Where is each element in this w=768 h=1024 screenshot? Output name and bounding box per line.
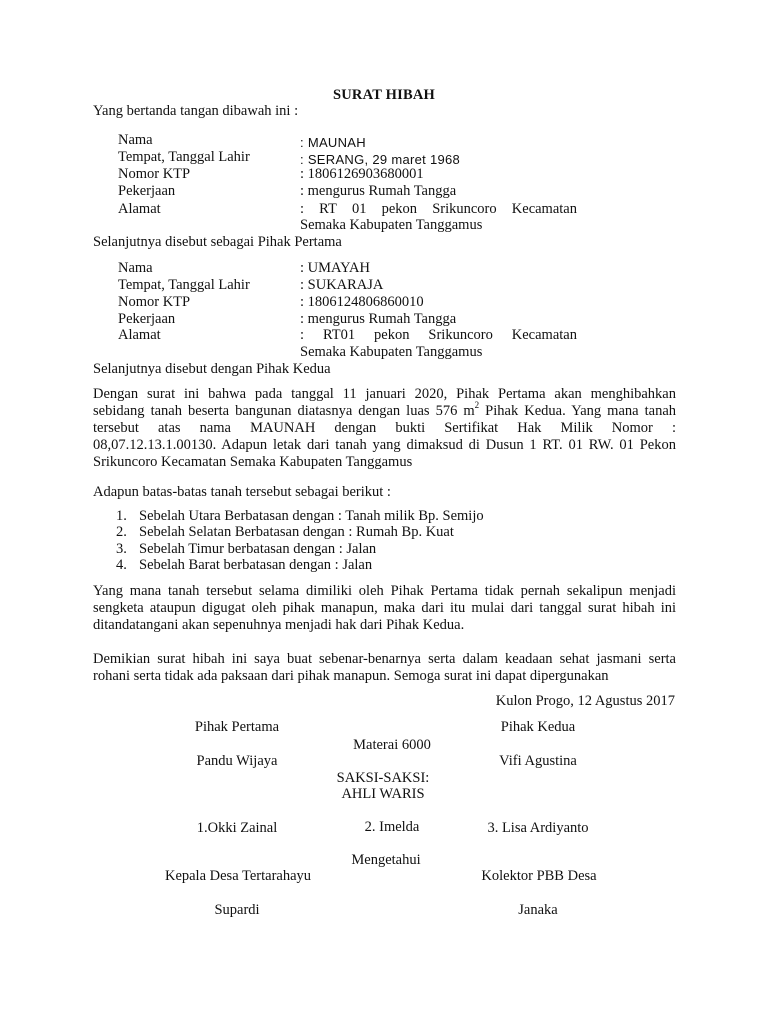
party2-alamat-line2: Semaka Kabupaten Tanggamus [300, 344, 483, 360]
grant-line-3: tersebut atas nama MAUNAH dengan bukti Sertifikat Hak Milik Nomor : [93, 420, 676, 436]
materai-label: Materai 6000 [353, 737, 431, 753]
place-date: Kulon Progo, 12 Agustus 2017 [495, 693, 675, 709]
party2-pekerjaan-value: : mengurus Rumah Tangga [300, 311, 457, 327]
closing-paragraph [93, 651, 676, 685]
area-text-cont: Pihak Kedua. Yang mana tanah [479, 403, 677, 419]
party2-ktp-value: : 1806124806860010 [300, 294, 424, 310]
witness-3: 3. Lisa Ardiyanto [487, 820, 589, 836]
saksi-heading: SAKSI-SAKSI: [336, 770, 430, 786]
grant-line-1: Dengan surat ini bahwa pada tanggal 11 januari 2020, Pihak Pertama akan menghibahkan [93, 386, 676, 402]
pihak-kedua-label: Pihak Kedua [500, 719, 576, 735]
list-item: Sebelah Timur berbatasan dengan : Jalan [139, 541, 377, 557]
party1-alamat-line2: Semaka Kabupaten Tanggamus [300, 217, 483, 233]
party1-caption: Selanjutnya disebut sebagai Pihak Pertama [93, 234, 342, 250]
addr-word: pekon [381, 201, 418, 217]
pihak-pertama-name: Pandu Wijaya [196, 753, 278, 769]
list-item: Sebelah Barat berbatasan dengan : Jalan [139, 557, 373, 573]
addr-word: pekon [374, 327, 410, 343]
mengetahui-label: Mengetahui [351, 852, 421, 868]
kepala-desa-label: Kepala Desa Tertarahayu [164, 868, 312, 884]
grant-line-4: 08,07.12.13.1.00130. Adapun letak dari tanah yang dimaksud di Dusun 1 RT. 01 RW. 01 Pekon [93, 437, 676, 453]
intro-text: Yang bertanda tangan dibawah ini : [93, 103, 299, 119]
party1-alamat-label: Alamat [118, 201, 161, 217]
party1-alamat-value [300, 201, 577, 218]
party2-alamat-value [300, 327, 577, 344]
dispute-line-3: ditandatangani akan sepenuhnya menjadi hak dari Pihak Kedua. [93, 617, 465, 633]
pihak-kedua-name: Vifi Agustina [499, 753, 577, 769]
party2-pekerjaan-label: Pekerjaan [118, 311, 176, 327]
party2-ktp-label: Nomor KTP [118, 294, 191, 310]
addr-word: RT01 [322, 327, 356, 343]
party2-ttl-value: : SUKARAJA [300, 277, 384, 293]
party1-ttl-label: Tempat, Tanggal Lahir [118, 149, 250, 165]
addr-word: Kecamatan [511, 327, 577, 343]
kepala-desa-name: Supardi [214, 902, 260, 918]
party2-alamat-label: Alamat [118, 327, 161, 343]
party1-nama-label: Nama [118, 132, 153, 148]
list-item-number: 3. [116, 541, 127, 557]
pihak-pertama-label: Pihak Pertama [194, 719, 280, 735]
grant-line-2 [93, 400, 677, 420]
list-item: Sebelah Selatan Berbatasan dengan : Rumah Bp. Kuat [139, 524, 454, 540]
closing-line-1: Demikian surat hibah ini saya buat sebenar-benarnya serta dalam keadaan sehat jasmani serta [93, 651, 676, 667]
dispute-line-2: sengketa ataupun digugat oleh pihak manapun, maka dari itu mulai dari tanggal surat hibah ini [93, 600, 676, 616]
party1-ttl-value: : SERANG, 29 maret 1968 [300, 152, 461, 167]
addr-word: Srikuncoro [428, 327, 493, 343]
witness-2: 2. Imelda [364, 819, 420, 835]
party2-nama-value: : UMAYAH [300, 260, 370, 276]
list-item-number: 4. [116, 557, 127, 573]
grant-paragraph [93, 386, 676, 471]
addr-word: : [300, 201, 305, 217]
grant-line-5: Srikuncoro Kecamatan Semaka Kabupaten Tanggamus [93, 454, 413, 470]
closing-line-2: rohani serta tidak ada paksaan dari pihak manapun. Semoga surat ini dapat dipergunakan [93, 668, 609, 684]
addr-word: Kecamatan [511, 201, 577, 217]
area-superscript: 2 [474, 400, 480, 411]
boundaries-intro: Adapun batas-batas tanah tersebut sebagai berikut : [93, 484, 391, 500]
addr-word: 01 [351, 201, 367, 217]
party2-caption: Selanjutnya disebut dengan Pihak Kedua [93, 361, 331, 377]
kolektor-label: Kolektor PBB Desa [481, 868, 597, 884]
area-text: sebidang tanah beserta bangunan diatasnya dengan luas 576 m [93, 403, 475, 419]
party1-pekerjaan-label: Pekerjaan [118, 183, 176, 199]
ahli-waris-heading: AHLI WARIS [341, 786, 425, 802]
party2-ttl-label: Tempat, Tanggal Lahir [118, 277, 250, 293]
addr-word: : [300, 327, 305, 343]
addr-word: RT [319, 201, 337, 217]
party2-nama-label: Nama [118, 260, 153, 276]
dispute-paragraph [93, 583, 676, 634]
party1-pekerjaan-value: : mengurus Rumah Tangga [300, 183, 457, 199]
list-item: Sebelah Utara Berbatasan dengan : Tanah milik Bp. Semijo [139, 508, 484, 524]
kolektor-name: Janaka [518, 902, 558, 918]
party1-ktp-value: : 1806126903680001 [300, 166, 424, 182]
addr-word: Srikuncoro [432, 201, 497, 217]
witness-1: 1.Okki Zainal [196, 820, 278, 836]
party1-nama-value: : MAUNAH [300, 135, 366, 150]
list-item-number: 2. [116, 524, 127, 540]
party1-ktp-label: Nomor KTP [118, 166, 191, 182]
list-item-number: 1. [116, 508, 127, 524]
document-title: SURAT HIBAH [333, 87, 435, 103]
dispute-line-1: Yang mana tanah tersebut selama dimiliki oleh Pihak Pertama tidak pernah sekalipun menjadi [93, 583, 676, 599]
